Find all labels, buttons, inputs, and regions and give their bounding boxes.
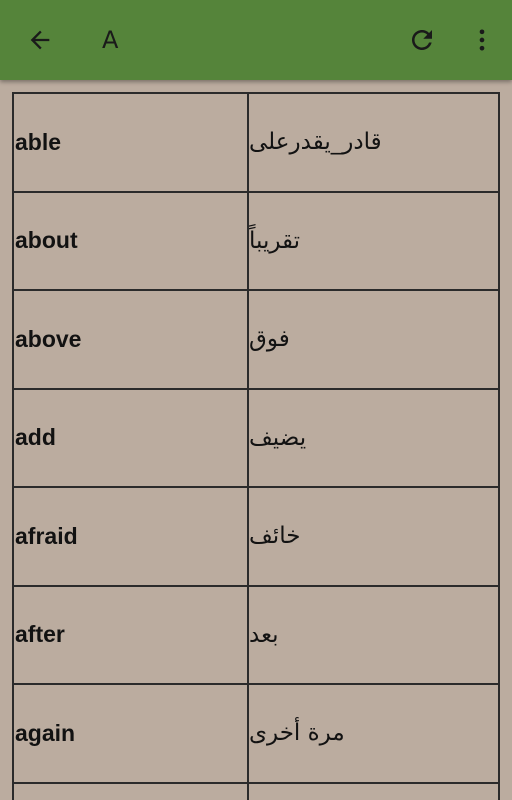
arabic-translation: يضيف: [249, 424, 307, 451]
more-vert-icon: [468, 26, 496, 54]
refresh-icon: [407, 25, 437, 55]
more-options-button[interactable]: [460, 18, 504, 62]
table-row[interactable]: [14, 94, 498, 193]
refresh-button[interactable]: [400, 18, 444, 62]
table-row[interactable]: [14, 587, 498, 686]
arabic-translation: بعد: [249, 621, 279, 648]
arabic-translation: تقريباً: [249, 227, 301, 254]
english-word: [14, 784, 249, 800]
arabic-translation: فوق: [249, 326, 290, 353]
english-word: afraid: [14, 488, 249, 585]
arrow-back-icon: [26, 26, 54, 54]
english-word: above: [14, 291, 249, 388]
app-toolbar: [0, 0, 512, 80]
english-word: after: [14, 587, 249, 684]
english-word: add: [14, 390, 249, 487]
word-list-area[interactable]: [0, 80, 512, 800]
arabic-translation: قادر_يقدرعلى: [249, 129, 382, 156]
arabic-translation: [249, 784, 498, 800]
table-row[interactable]: [14, 784, 498, 800]
english-word: about: [14, 193, 249, 290]
table-row[interactable]: [14, 488, 498, 587]
english-word: again: [14, 685, 249, 782]
arabic-translation: خائف: [249, 523, 301, 550]
page-title: A: [102, 26, 119, 54]
word-table: [12, 92, 500, 800]
back-button[interactable]: [18, 18, 62, 62]
english-word: able: [14, 94, 249, 191]
table-row[interactable]: [14, 685, 498, 784]
table-row[interactable]: [14, 193, 498, 292]
arabic-translation: مرة أخرى: [249, 720, 345, 747]
table-row[interactable]: [14, 390, 498, 489]
table-row[interactable]: [14, 291, 498, 390]
